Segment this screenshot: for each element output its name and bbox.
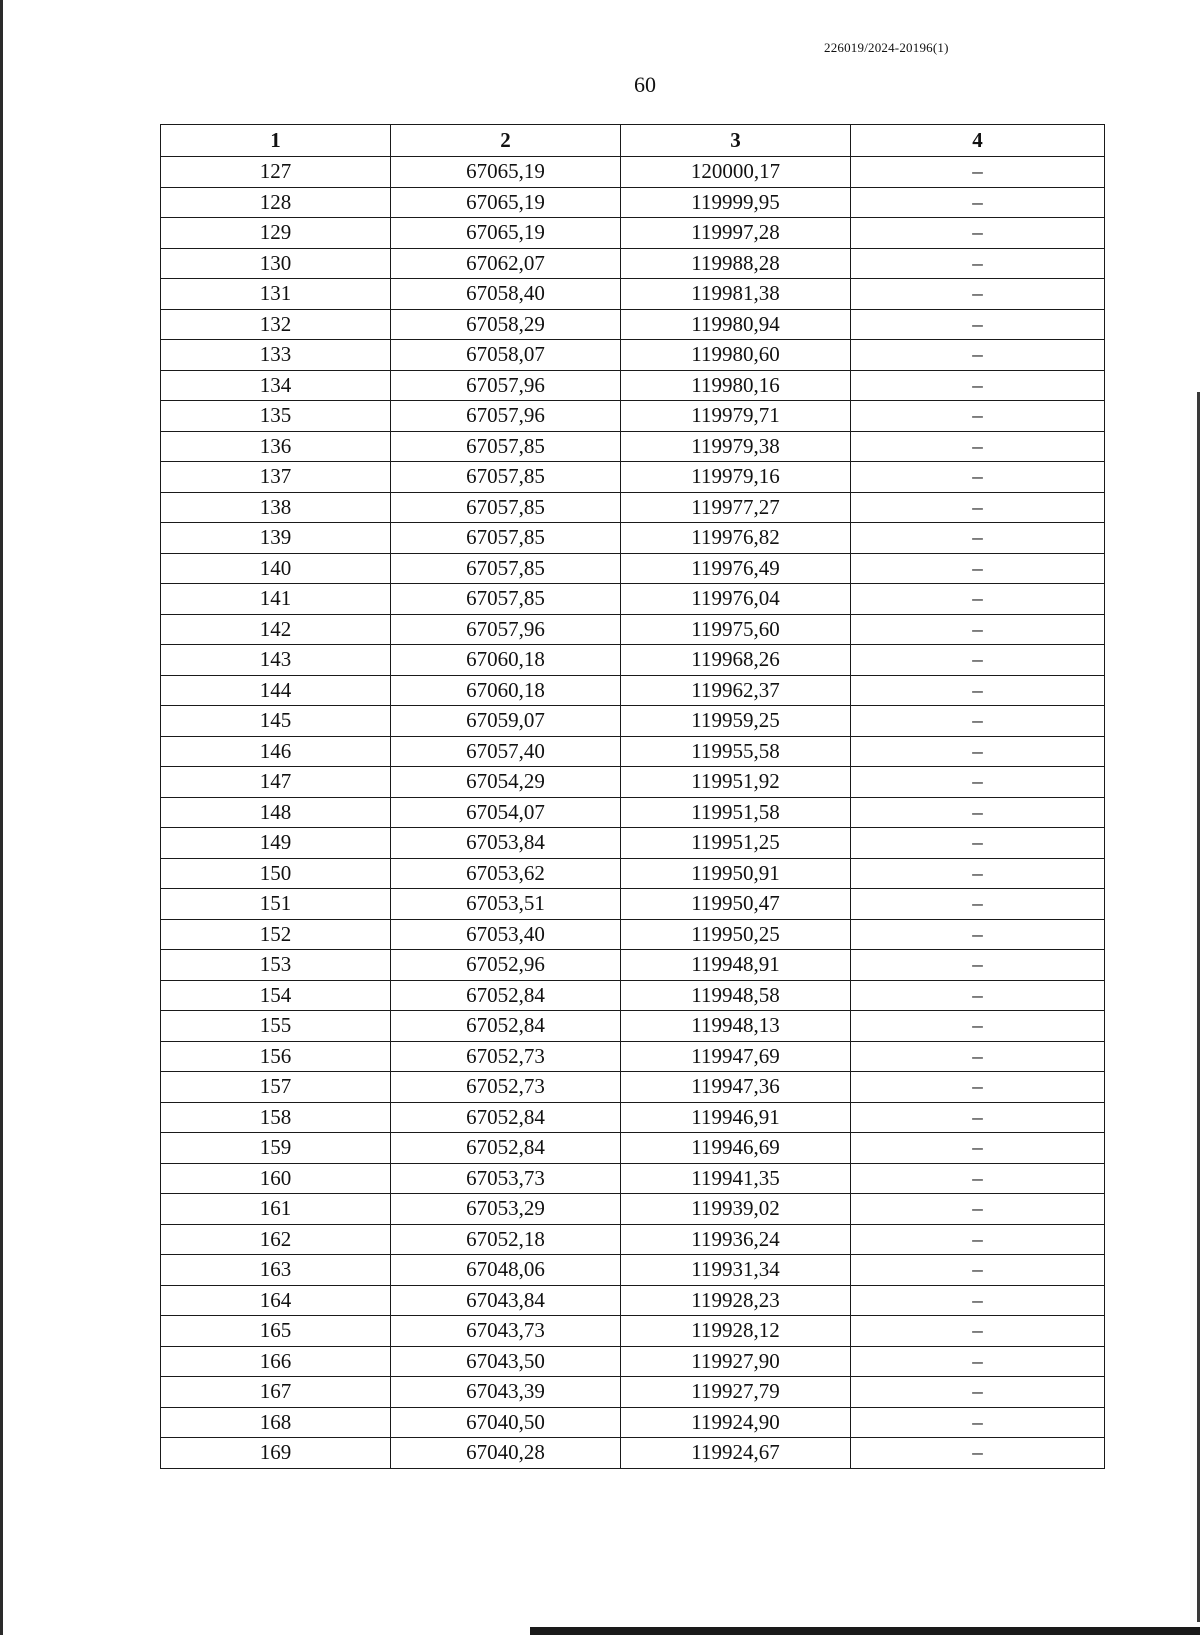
table-row <box>161 1072 1105 1103</box>
table-cell-col-2: 67060,18 <box>391 645 621 676</box>
table-cell-col-3: 119948,58 <box>621 980 851 1011</box>
table-cell-col-1: 141 <box>161 584 391 615</box>
table-cell-col-4: – <box>851 767 1105 798</box>
table-cell-col-4: – <box>851 187 1105 218</box>
table-cell-col-2: 67043,39 <box>391 1377 621 1408</box>
table-cell-col-1: 156 <box>161 1041 391 1072</box>
table-cell-col-3: 119980,16 <box>621 370 851 401</box>
table-cell-col-3: 119979,38 <box>621 431 851 462</box>
table-cell-col-1: 168 <box>161 1407 391 1438</box>
table-cell-col-4: – <box>851 1316 1105 1347</box>
table-row <box>161 553 1105 584</box>
table-row <box>161 889 1105 920</box>
table-row <box>161 1041 1105 1072</box>
table-cell-col-4: – <box>851 218 1105 249</box>
table-row <box>161 919 1105 950</box>
table-cell-col-4: – <box>851 370 1105 401</box>
table-row <box>161 1255 1105 1286</box>
table-cell-col-3: 119927,79 <box>621 1377 851 1408</box>
table-row <box>161 1224 1105 1255</box>
table-row <box>161 1163 1105 1194</box>
table-cell-col-2: 67040,50 <box>391 1407 621 1438</box>
table-cell-col-3: 119951,58 <box>621 797 851 828</box>
table-cell-col-1: 145 <box>161 706 391 737</box>
table-cell-col-2: 67052,84 <box>391 1102 621 1133</box>
table-cell-col-2: 67052,84 <box>391 980 621 1011</box>
table-header-row <box>161 125 1105 157</box>
table-cell-col-1: 150 <box>161 858 391 889</box>
table-cell-col-2: 67058,40 <box>391 279 621 310</box>
table-cell-col-3: 119947,69 <box>621 1041 851 1072</box>
table-cell-col-4: – <box>851 1285 1105 1316</box>
table-cell-col-4: – <box>851 1163 1105 1194</box>
table-row <box>161 797 1105 828</box>
table-cell-col-3: 119997,28 <box>621 218 851 249</box>
table-cell-col-2: 67043,73 <box>391 1316 621 1347</box>
table-cell-col-1: 165 <box>161 1316 391 1347</box>
table-cell-col-1: 166 <box>161 1346 391 1377</box>
table-cell-col-2: 67065,19 <box>391 187 621 218</box>
coordinates-table-container <box>160 124 1104 1469</box>
table-cell-col-1: 149 <box>161 828 391 859</box>
table-cell-col-2: 67053,51 <box>391 889 621 920</box>
table-row <box>161 1285 1105 1316</box>
table-row <box>161 675 1105 706</box>
table-row <box>161 584 1105 615</box>
table-cell-col-1: 130 <box>161 248 391 279</box>
table-cell-col-4: – <box>851 462 1105 493</box>
table-cell-col-4: – <box>851 1133 1105 1164</box>
table-cell-col-1: 146 <box>161 736 391 767</box>
table-cell-col-1: 128 <box>161 187 391 218</box>
table-cell-col-1: 129 <box>161 218 391 249</box>
table-cell-col-2: 67057,85 <box>391 431 621 462</box>
table-cell-col-2: 67053,40 <box>391 919 621 950</box>
table-row <box>161 279 1105 310</box>
table-cell-col-2: 67052,73 <box>391 1041 621 1072</box>
table-cell-col-1: 153 <box>161 950 391 981</box>
table-cell-col-4: – <box>851 523 1105 554</box>
table-row <box>161 1346 1105 1377</box>
table-cell-col-1: 152 <box>161 919 391 950</box>
table-cell-col-2: 67053,84 <box>391 828 621 859</box>
table-cell-col-2: 67057,85 <box>391 462 621 493</box>
table-cell-col-4: – <box>851 675 1105 706</box>
table-cell-col-3: 119968,26 <box>621 645 851 676</box>
table-cell-col-3: 119976,49 <box>621 553 851 584</box>
table-cell-col-2: 67053,62 <box>391 858 621 889</box>
table-cell-col-3: 119979,71 <box>621 401 851 432</box>
document-number: 226019/2024-20196(1) <box>824 40 949 55</box>
page-number: 60 <box>634 72 656 97</box>
column-header-4: 4 <box>851 125 1105 157</box>
table-cell-col-3: 119988,28 <box>621 248 851 279</box>
table-body <box>161 157 1105 1469</box>
table-cell-col-3: 119948,91 <box>621 950 851 981</box>
table-cell-col-4: – <box>851 157 1105 188</box>
table-cell-col-1: 135 <box>161 401 391 432</box>
table-cell-col-3: 119931,34 <box>621 1255 851 1286</box>
table-cell-col-4: – <box>851 431 1105 462</box>
table-cell-col-4: – <box>851 614 1105 645</box>
table-cell-col-1: 140 <box>161 553 391 584</box>
table-cell-col-3: 119977,27 <box>621 492 851 523</box>
table-row <box>161 523 1105 554</box>
table-cell-col-4: – <box>851 340 1105 371</box>
table-cell-col-4: – <box>851 706 1105 737</box>
table-cell-col-2: 67060,18 <box>391 675 621 706</box>
table-row <box>161 645 1105 676</box>
table-cell-col-1: 160 <box>161 1163 391 1194</box>
table-cell-col-1: 163 <box>161 1255 391 1286</box>
table-cell-col-2: 67057,85 <box>391 523 621 554</box>
table-cell-col-1: 132 <box>161 309 391 340</box>
table-cell-col-4: – <box>851 1407 1105 1438</box>
table-cell-col-1: 169 <box>161 1438 391 1469</box>
table-cell-col-4: – <box>851 889 1105 920</box>
table-cell-col-2: 67057,96 <box>391 614 621 645</box>
table-cell-col-1: 133 <box>161 340 391 371</box>
table-cell-col-1: 154 <box>161 980 391 1011</box>
column-header-1: 1 <box>161 125 391 157</box>
table-cell-col-3: 119955,58 <box>621 736 851 767</box>
table-cell-col-3: 119927,90 <box>621 1346 851 1377</box>
table-cell-col-2: 67062,07 <box>391 248 621 279</box>
scan-bottom-bar <box>530 1627 1200 1635</box>
table-cell-col-4: – <box>851 1255 1105 1286</box>
table-row <box>161 401 1105 432</box>
table-cell-col-4: – <box>851 584 1105 615</box>
table-cell-col-2: 67059,07 <box>391 706 621 737</box>
table-cell-col-2: 67052,96 <box>391 950 621 981</box>
table-row <box>161 1316 1105 1347</box>
table-row <box>161 218 1105 249</box>
table-cell-col-2: 67057,96 <box>391 401 621 432</box>
table-row <box>161 1011 1105 1042</box>
table-cell-col-4: – <box>851 401 1105 432</box>
table-row <box>161 157 1105 188</box>
table-cell-col-2: 67052,84 <box>391 1011 621 1042</box>
table-cell-col-2: 67065,19 <box>391 157 621 188</box>
table-cell-col-1: 139 <box>161 523 391 554</box>
table-cell-col-4: – <box>851 1224 1105 1255</box>
table-cell-col-2: 67052,18 <box>391 1224 621 1255</box>
table-row <box>161 1102 1105 1133</box>
table-cell-col-1: 143 <box>161 645 391 676</box>
table-cell-col-2: 67043,50 <box>391 1346 621 1377</box>
table-row <box>161 309 1105 340</box>
table-row <box>161 1133 1105 1164</box>
table-cell-col-3: 119999,95 <box>621 187 851 218</box>
table-cell-col-3: 119981,38 <box>621 279 851 310</box>
table-row <box>161 462 1105 493</box>
table-row <box>161 492 1105 523</box>
table-cell-col-4: – <box>851 645 1105 676</box>
table-row <box>161 1377 1105 1408</box>
table-cell-col-3: 120000,17 <box>621 157 851 188</box>
table-cell-col-2: 67054,29 <box>391 767 621 798</box>
table-cell-col-2: 67053,73 <box>391 1163 621 1194</box>
table-cell-col-3: 119924,67 <box>621 1438 851 1469</box>
table-cell-col-4: – <box>851 797 1105 828</box>
table-cell-col-2: 67052,84 <box>391 1133 621 1164</box>
table-cell-col-4: – <box>851 1102 1105 1133</box>
table-cell-col-3: 119947,36 <box>621 1072 851 1103</box>
table-cell-col-4: – <box>851 1377 1105 1408</box>
table-cell-col-3: 119946,91 <box>621 1102 851 1133</box>
table-row <box>161 1194 1105 1225</box>
table-cell-col-1: 127 <box>161 157 391 188</box>
table-cell-col-2: 67054,07 <box>391 797 621 828</box>
table-cell-col-2: 67053,29 <box>391 1194 621 1225</box>
table-cell-col-3: 119979,16 <box>621 462 851 493</box>
table-cell-col-1: 158 <box>161 1102 391 1133</box>
table-cell-col-4: – <box>851 492 1105 523</box>
table-row <box>161 340 1105 371</box>
table-cell-col-3: 119980,94 <box>621 309 851 340</box>
table-cell-col-3: 119951,25 <box>621 828 851 859</box>
table-cell-col-4: – <box>851 309 1105 340</box>
table-cell-col-4: – <box>851 248 1105 279</box>
table-cell-col-2: 67052,73 <box>391 1072 621 1103</box>
table-row <box>161 706 1105 737</box>
table-cell-col-4: – <box>851 828 1105 859</box>
table-cell-col-1: 144 <box>161 675 391 706</box>
table-cell-col-4: – <box>851 980 1105 1011</box>
table-cell-col-3: 119976,82 <box>621 523 851 554</box>
table-cell-col-4: – <box>851 1011 1105 1042</box>
table-row <box>161 736 1105 767</box>
table-cell-col-4: – <box>851 553 1105 584</box>
table-row <box>161 431 1105 462</box>
table-cell-col-3: 119959,25 <box>621 706 851 737</box>
table-cell-col-4: – <box>851 1194 1105 1225</box>
table-cell-col-3: 119975,60 <box>621 614 851 645</box>
table-cell-col-1: 137 <box>161 462 391 493</box>
table-cell-col-1: 151 <box>161 889 391 920</box>
table-cell-col-2: 67058,29 <box>391 309 621 340</box>
table-cell-col-2: 67057,85 <box>391 492 621 523</box>
table-row <box>161 767 1105 798</box>
table-cell-col-3: 119962,37 <box>621 675 851 706</box>
table-cell-col-1: 142 <box>161 614 391 645</box>
table-cell-col-4: – <box>851 1072 1105 1103</box>
table-cell-col-3: 119948,13 <box>621 1011 851 1042</box>
table-row <box>161 187 1105 218</box>
table-row <box>161 1438 1105 1469</box>
table-cell-col-1: 136 <box>161 431 391 462</box>
table-cell-col-4: – <box>851 736 1105 767</box>
column-header-2: 2 <box>391 125 621 157</box>
table-cell-col-2: 67057,96 <box>391 370 621 401</box>
table-cell-col-3: 119928,12 <box>621 1316 851 1347</box>
table-cell-col-3: 119946,69 <box>621 1133 851 1164</box>
table-cell-col-1: 161 <box>161 1194 391 1225</box>
table-cell-col-4: – <box>851 279 1105 310</box>
scan-edge-left <box>0 0 3 1635</box>
table-cell-col-2: 67057,40 <box>391 736 621 767</box>
table-row <box>161 980 1105 1011</box>
table-row <box>161 828 1105 859</box>
table-cell-col-2: 67040,28 <box>391 1438 621 1469</box>
table-cell-col-3: 119950,47 <box>621 889 851 920</box>
table-cell-col-3: 119976,04 <box>621 584 851 615</box>
table-cell-col-1: 162 <box>161 1224 391 1255</box>
table-cell-col-1: 164 <box>161 1285 391 1316</box>
table-cell-col-3: 119928,23 <box>621 1285 851 1316</box>
table-cell-col-4: – <box>851 1346 1105 1377</box>
table-cell-col-3: 119936,24 <box>621 1224 851 1255</box>
table-cell-col-2: 67043,84 <box>391 1285 621 1316</box>
table-cell-col-3: 119950,91 <box>621 858 851 889</box>
table-cell-col-2: 67057,85 <box>391 553 621 584</box>
table-cell-col-2: 67058,07 <box>391 340 621 371</box>
table-cell-col-3: 119950,25 <box>621 919 851 950</box>
table-cell-col-1: 131 <box>161 279 391 310</box>
table-row <box>161 950 1105 981</box>
table-cell-col-4: – <box>851 1438 1105 1469</box>
column-header-3: 3 <box>621 125 851 157</box>
table-cell-col-4: – <box>851 858 1105 889</box>
table-cell-col-3: 119924,90 <box>621 1407 851 1438</box>
coordinates-table <box>160 124 1105 1469</box>
table-cell-col-4: – <box>851 1041 1105 1072</box>
table-row <box>161 248 1105 279</box>
table-cell-col-3: 119980,60 <box>621 340 851 371</box>
table-cell-col-2: 67065,19 <box>391 218 621 249</box>
table-cell-col-1: 159 <box>161 1133 391 1164</box>
table-row <box>161 1407 1105 1438</box>
table-row <box>161 370 1105 401</box>
table-cell-col-3: 119941,35 <box>621 1163 851 1194</box>
table-cell-col-3: 119939,02 <box>621 1194 851 1225</box>
table-cell-col-1: 147 <box>161 767 391 798</box>
table-cell-col-1: 148 <box>161 797 391 828</box>
table-cell-col-1: 134 <box>161 370 391 401</box>
table-cell-col-1: 138 <box>161 492 391 523</box>
table-cell-col-1: 155 <box>161 1011 391 1042</box>
table-row <box>161 858 1105 889</box>
table-cell-col-1: 167 <box>161 1377 391 1408</box>
table-cell-col-4: – <box>851 919 1105 950</box>
table-cell-col-4: – <box>851 950 1105 981</box>
table-cell-col-2: 67048,06 <box>391 1255 621 1286</box>
table-cell-col-3: 119951,92 <box>621 767 851 798</box>
table-cell-col-2: 67057,85 <box>391 584 621 615</box>
table-row <box>161 614 1105 645</box>
table-cell-col-1: 157 <box>161 1072 391 1103</box>
